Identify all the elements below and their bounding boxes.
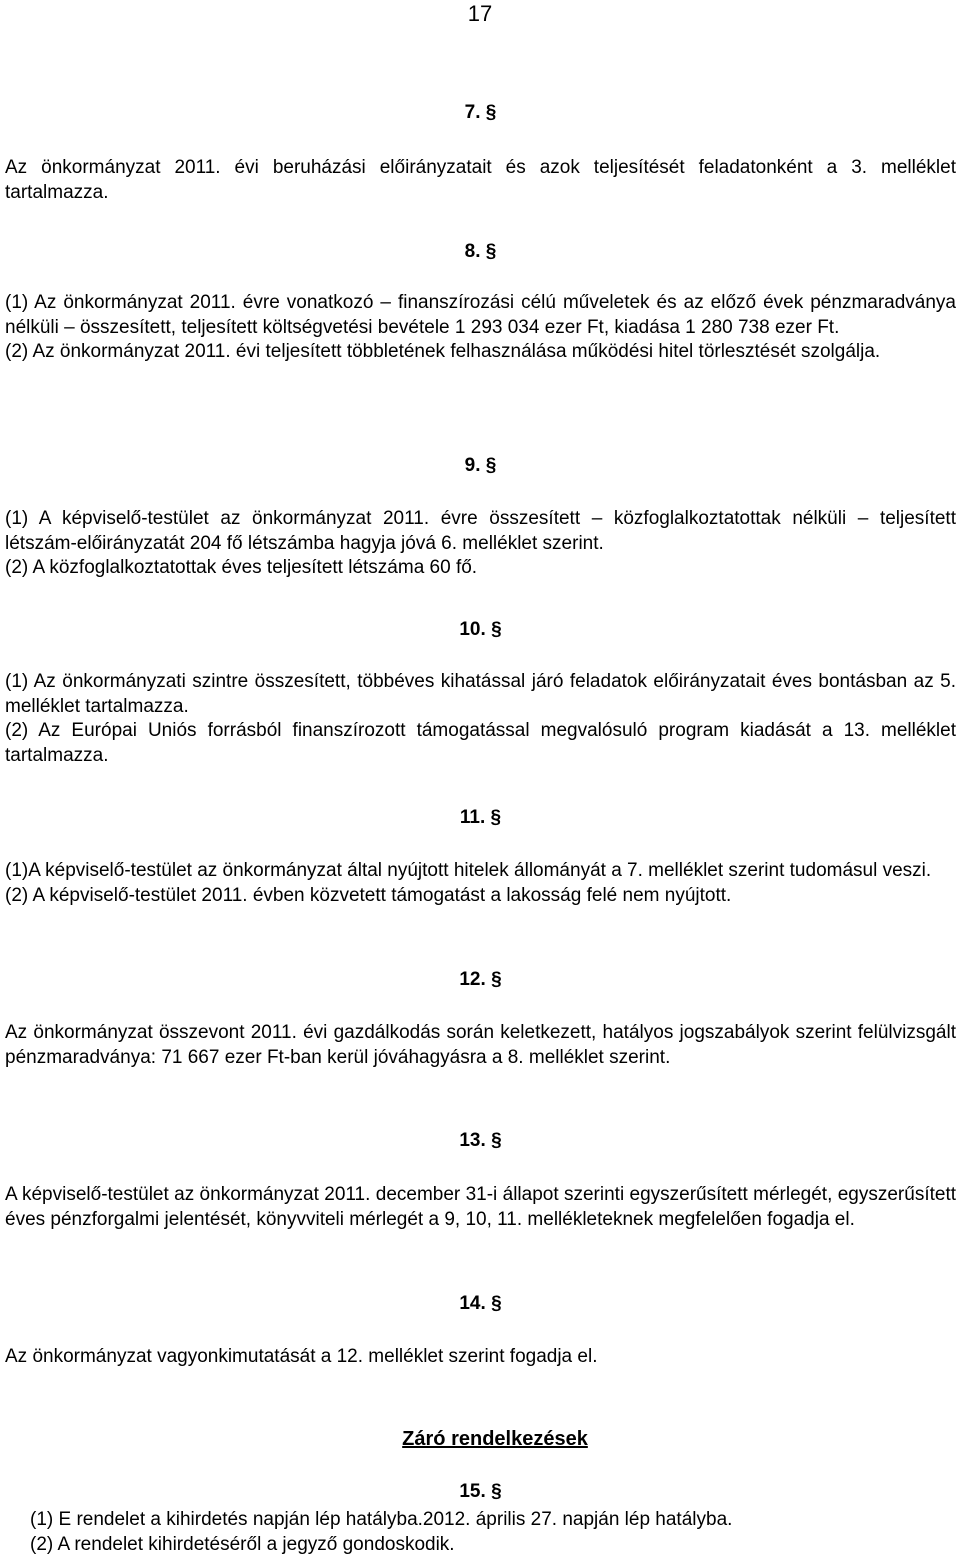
section-number: 14.	[459, 1293, 486, 1314]
section-13-para-1: A képviselő-testület az önkormányzat 2011. december 31-i állapot szerinti egyszerűsített mérlegét, egyszerűsített éves pénzforgalmi jelentését, könyvviteli mérlegét a 9, 10, 11. mellékleteknek megfelelően fogadja el.	[5, 1184, 956, 1230]
section-14-para-1: Az önkormányzat vagyonkimutatását a 12. melléklet szerint fogadja el.	[5, 1346, 598, 1367]
section-15-heading	[5, 1480, 956, 1504]
section-7-para-1: Az önkormányzat 2011. évi beruházási előirányzatait és azok teljesítését feladatonként a 3. melléklet tartalmazza.	[5, 157, 956, 203]
section-number: 13.	[459, 1130, 486, 1151]
section-9-body	[5, 507, 956, 581]
section-15-para-1: (1) E rendelet a kihirdetés napján lép hatályba.2012. április 27. napján lép hatályba.	[30, 1509, 733, 1530]
section-8-body	[5, 291, 956, 365]
section-10-body	[5, 670, 956, 768]
paragraph-symbol: §	[491, 1293, 502, 1314]
section-9-para-2: (2) A közfoglalkoztatottak éves teljesített létszáma 60 fő.	[5, 557, 478, 578]
paragraph-symbol: §	[491, 619, 502, 640]
section-number: 15.	[459, 1481, 486, 1502]
paragraph-symbol: §	[485, 241, 497, 262]
paragraph-symbol: §	[491, 969, 502, 990]
section-7-heading	[5, 101, 956, 125]
section-11-heading	[5, 806, 956, 830]
section-8-heading	[5, 240, 956, 264]
section-number: 9.	[464, 455, 481, 476]
section-number: 12.	[459, 969, 486, 990]
section-number: 8.	[464, 241, 481, 262]
section-10-heading	[5, 618, 956, 642]
section-10-para-2: (2) Az Európai Uniós forrásból finanszírozott támogatással megvalósuló program kiadását a 13. melléklet tartalmazza.	[5, 720, 956, 766]
section-13-heading	[5, 1129, 956, 1153]
section-13-body	[5, 1183, 956, 1232]
section-15-para-2: (2) A rendelet kihirdetéséről a jegyző gondoskodik.	[30, 1533, 455, 1555]
section-15-body	[30, 1508, 950, 1557]
section-11-para-1: (1)A képviselő-testület az önkormányzat által nyújtott hitelek állományát a 7. melléklet szerint tudomásul veszi.	[5, 860, 932, 881]
section-number: 7.	[464, 102, 481, 123]
section-12-para-1: Az önkormányzat összevont 2011. évi gazdálkodás során keletkezett, hatályos jogszabályok szerint felülvizsgált pénzmaradványa: 71 667 ezer Ft-ban kerül jóváhagyásra a 8. melléklet szerint.	[5, 1022, 956, 1068]
section-14-heading	[5, 1292, 956, 1316]
section-10-para-1: (1) Az önkormányzati szintre összesített, többéves kihatással járó feladatok előirányzatait éves bontásban az 5. melléklet tartalmazza.	[5, 671, 956, 717]
section-8-para-1: (1) Az önkormányzat 2011. évre vonatkozó – finanszírozási célú műveletek és az előző évek pénzmaradványa nélküli – összesített, teljesített költségvetési bevétele 1 293 034 ezer Ft, kiadása 1 280 738 ezer Ft.	[5, 292, 956, 338]
page-number: 17	[467, 1, 493, 26]
paragraph-symbol: §	[485, 455, 497, 476]
section-11-body	[5, 859, 956, 908]
section-12-heading	[5, 968, 956, 992]
paragraph-symbol: §	[491, 1130, 502, 1151]
section-number: 11.	[459, 807, 486, 828]
section-9-heading	[5, 454, 956, 478]
paragraph-symbol: §	[490, 807, 502, 828]
section-14-body	[5, 1345, 956, 1370]
section-9-para-1: (1) A képviselő-testület az önkormányzat 2011. évre összesített – közfoglalkoztatottak nélküli – teljesített létszám-előirányzatát 204 fő létszámba hagyja jóvá 6. melléklet szerint.	[5, 508, 956, 554]
section-8-para-2: (2) Az önkormányzat 2011. évi teljesített többletének felhasználása működési hitel törlesztését szolgálja.	[5, 341, 881, 362]
paragraph-symbol: §	[491, 1481, 502, 1502]
section-11-para-2: (2) A képviselő-testület 2011. évben közvetett támogatást a lakosság felé nem nyújtott.	[5, 884, 732, 906]
closing-title: Záró rendelkezések	[402, 1428, 588, 1450]
section-7-body	[5, 156, 956, 205]
section-number: 10.	[459, 619, 486, 640]
section-12-body	[5, 1021, 956, 1070]
paragraph-symbol: §	[485, 102, 497, 123]
